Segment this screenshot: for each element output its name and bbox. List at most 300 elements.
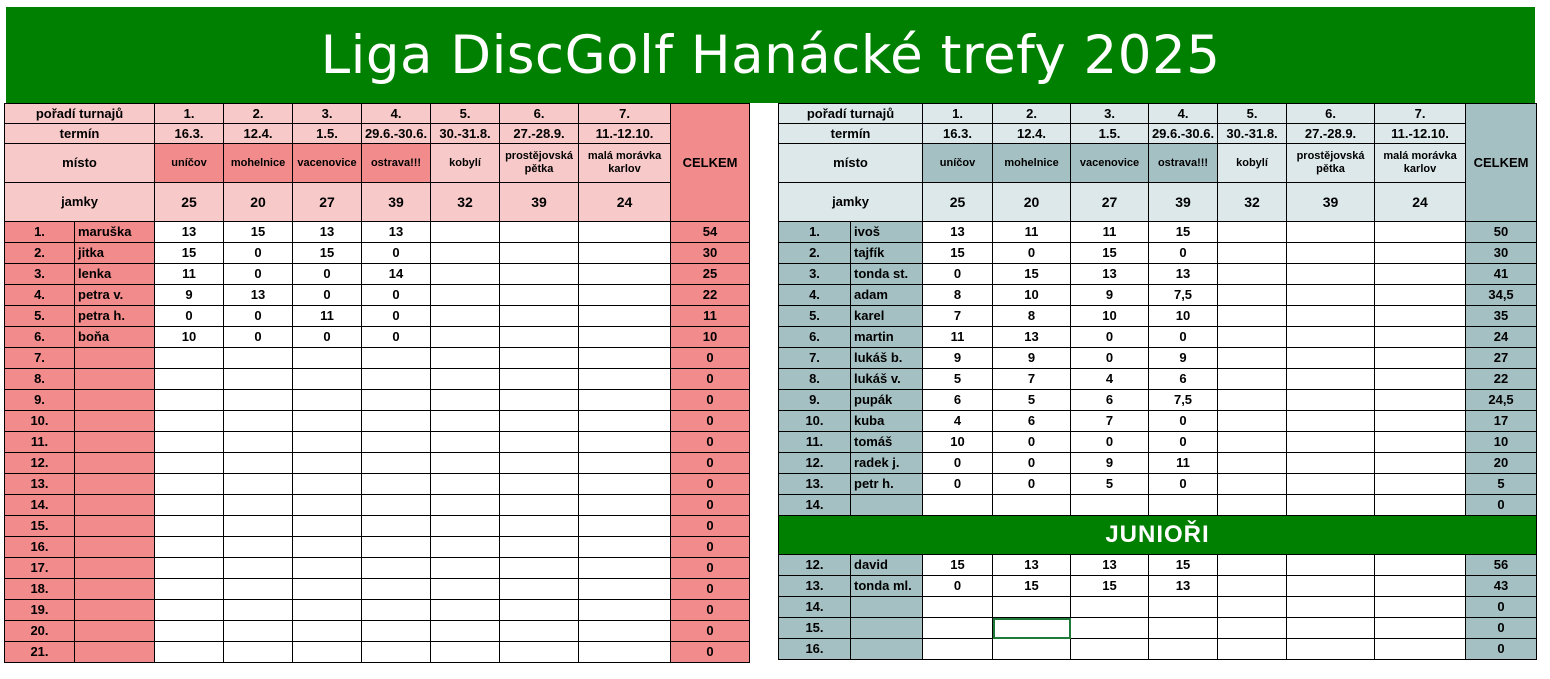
rank-cell[interactable]: 5.: [5, 306, 75, 327]
player-name-cell[interactable]: maruška: [75, 222, 155, 243]
rank-cell[interactable]: 3.: [779, 264, 851, 285]
score-cell[interactable]: [431, 558, 500, 579]
score-cell[interactable]: [1218, 327, 1287, 348]
score-cell[interactable]: 15: [1071, 243, 1149, 264]
score-cell[interactable]: [431, 579, 500, 600]
score-cell[interactable]: [293, 642, 362, 663]
score-cell[interactable]: [579, 642, 671, 663]
rank-cell[interactable]: 13.: [779, 474, 851, 495]
round-date[interactable]: 1.5.: [293, 124, 362, 144]
player-name-cell[interactable]: [75, 348, 155, 369]
score-cell[interactable]: [362, 411, 431, 432]
score-cell[interactable]: [362, 453, 431, 474]
player-name-cell[interactable]: pupák: [851, 390, 923, 411]
score-cell[interactable]: [1287, 618, 1375, 639]
round-place[interactable]: ostrava!!!: [362, 144, 431, 183]
score-cell[interactable]: [224, 642, 293, 663]
place-label[interactable]: místo: [5, 144, 155, 183]
rank-cell[interactable]: 14.: [5, 495, 75, 516]
score-cell[interactable]: [1071, 639, 1149, 660]
score-cell[interactable]: 8: [923, 285, 993, 306]
total-cell[interactable]: 24: [1466, 327, 1537, 348]
score-cell[interactable]: [1375, 474, 1466, 495]
score-cell[interactable]: [155, 432, 224, 453]
rank-cell[interactable]: 8.: [779, 369, 851, 390]
round-number[interactable]: 4.: [1149, 104, 1218, 124]
score-cell[interactable]: [431, 369, 500, 390]
player-name-cell[interactable]: [75, 516, 155, 537]
score-cell[interactable]: [155, 600, 224, 621]
score-cell[interactable]: 0: [293, 285, 362, 306]
score-cell[interactable]: [1287, 285, 1375, 306]
score-cell[interactable]: [579, 285, 671, 306]
score-cell[interactable]: [500, 432, 579, 453]
player-name-cell[interactable]: [75, 621, 155, 642]
score-cell[interactable]: [293, 537, 362, 558]
total-cell[interactable]: 0: [671, 369, 750, 390]
round-holes[interactable]: 27: [293, 183, 362, 222]
score-cell[interactable]: [155, 348, 224, 369]
round-place[interactable]: vacenovice: [1071, 144, 1149, 183]
round-number[interactable]: 5.: [1218, 104, 1287, 124]
score-cell[interactable]: [500, 264, 579, 285]
score-cell[interactable]: [1375, 243, 1466, 264]
player-name-cell[interactable]: jitka: [75, 243, 155, 264]
score-cell[interactable]: [1218, 390, 1287, 411]
score-cell[interactable]: [579, 411, 671, 432]
round-date[interactable]: 11.-12.10.: [579, 124, 671, 144]
rank-cell[interactable]: 16.: [779, 639, 851, 660]
rank-cell[interactable]: 20.: [5, 621, 75, 642]
score-cell[interactable]: [579, 222, 671, 243]
score-cell[interactable]: [1149, 639, 1218, 660]
rank-cell[interactable]: 8.: [5, 369, 75, 390]
score-cell[interactable]: 9: [1071, 285, 1149, 306]
score-cell[interactable]: 9: [1071, 453, 1149, 474]
player-name-cell[interactable]: [851, 639, 923, 660]
round-number[interactable]: 5.: [431, 104, 500, 124]
score-cell[interactable]: [579, 348, 671, 369]
total-cell[interactable]: 0: [671, 348, 750, 369]
score-cell[interactable]: [362, 537, 431, 558]
score-cell[interactable]: [1375, 285, 1466, 306]
score-cell[interactable]: [993, 618, 1071, 639]
score-cell[interactable]: [579, 558, 671, 579]
score-cell[interactable]: [579, 432, 671, 453]
round-date[interactable]: 29.6.-30.6.: [362, 124, 431, 144]
score-cell[interactable]: [224, 495, 293, 516]
rank-cell[interactable]: 14.: [779, 495, 851, 516]
round-date[interactable]: 30.-31.8.: [431, 124, 500, 144]
score-cell[interactable]: [431, 642, 500, 663]
round-number[interactable]: 7.: [1375, 104, 1466, 124]
round-place[interactable]: kobylí: [1218, 144, 1287, 183]
rank-cell[interactable]: 15.: [779, 618, 851, 639]
score-cell[interactable]: [500, 600, 579, 621]
total-cell[interactable]: 50: [1466, 222, 1537, 243]
score-cell[interactable]: 6: [1071, 390, 1149, 411]
score-cell[interactable]: 13: [293, 222, 362, 243]
score-cell[interactable]: [1287, 222, 1375, 243]
score-cell[interactable]: [500, 495, 579, 516]
score-cell[interactable]: [155, 537, 224, 558]
score-cell[interactable]: [579, 264, 671, 285]
round-holes[interactable]: 20: [993, 183, 1071, 222]
score-cell[interactable]: 0: [1149, 327, 1218, 348]
score-cell[interactable]: [293, 579, 362, 600]
score-cell[interactable]: [500, 579, 579, 600]
player-name-cell[interactable]: boňa: [75, 327, 155, 348]
score-cell[interactable]: 9: [993, 348, 1071, 369]
score-cell[interactable]: [1375, 639, 1466, 660]
round-holes[interactable]: 39: [500, 183, 579, 222]
total-cell[interactable]: 0: [671, 600, 750, 621]
score-cell[interactable]: [1287, 306, 1375, 327]
score-cell[interactable]: 4: [1071, 369, 1149, 390]
player-name-cell[interactable]: [75, 579, 155, 600]
score-cell[interactable]: [293, 558, 362, 579]
score-cell[interactable]: [431, 453, 500, 474]
rank-cell[interactable]: 11.: [5, 432, 75, 453]
round-number[interactable]: 2.: [224, 104, 293, 124]
score-cell[interactable]: 6: [1149, 369, 1218, 390]
round-number[interactable]: 1.: [923, 104, 993, 124]
date-label[interactable]: termín: [5, 124, 155, 144]
score-cell[interactable]: [1375, 348, 1466, 369]
score-cell[interactable]: [1218, 243, 1287, 264]
score-cell[interactable]: [224, 453, 293, 474]
round-place[interactable]: mohelnice: [993, 144, 1071, 183]
total-cell[interactable]: 0: [1466, 597, 1537, 618]
score-cell[interactable]: 7,5: [1149, 390, 1218, 411]
total-cell[interactable]: 0: [671, 537, 750, 558]
score-cell[interactable]: 7: [1071, 411, 1149, 432]
total-cell[interactable]: 0: [1466, 618, 1537, 639]
score-cell[interactable]: [993, 495, 1071, 516]
total-cell[interactable]: 41: [1466, 264, 1537, 285]
score-cell[interactable]: [579, 390, 671, 411]
total-cell[interactable]: 0: [671, 579, 750, 600]
score-cell[interactable]: [362, 642, 431, 663]
total-cell[interactable]: 11: [671, 306, 750, 327]
round-place[interactable]: uníčov: [155, 144, 224, 183]
rank-cell[interactable]: 10.: [5, 411, 75, 432]
score-cell[interactable]: 13: [362, 222, 431, 243]
round-place[interactable]: malá morávka karlov: [1375, 144, 1466, 183]
score-cell[interactable]: 11: [1149, 453, 1218, 474]
score-cell[interactable]: [500, 348, 579, 369]
round-date[interactable]: 16.3.: [923, 124, 993, 144]
score-cell[interactable]: [1375, 495, 1466, 516]
total-header[interactable]: CELKEM: [671, 104, 750, 222]
score-cell[interactable]: 0: [993, 432, 1071, 453]
player-name-cell[interactable]: [75, 411, 155, 432]
score-cell[interactable]: [224, 474, 293, 495]
score-cell[interactable]: [431, 474, 500, 495]
round-holes[interactable]: 27: [1071, 183, 1149, 222]
score-cell[interactable]: 13: [1149, 576, 1218, 597]
score-cell[interactable]: [1218, 453, 1287, 474]
score-cell[interactable]: [293, 411, 362, 432]
score-cell[interactable]: 15: [293, 243, 362, 264]
score-cell[interactable]: 13: [1071, 555, 1149, 576]
score-cell[interactable]: [500, 537, 579, 558]
score-cell[interactable]: [1375, 576, 1466, 597]
score-cell[interactable]: 10: [1149, 306, 1218, 327]
round-place[interactable]: vacenovice: [293, 144, 362, 183]
score-cell[interactable]: [362, 495, 431, 516]
player-name-cell[interactable]: [75, 474, 155, 495]
player-name-cell[interactable]: kuba: [851, 411, 923, 432]
score-cell[interactable]: [1149, 618, 1218, 639]
score-cell[interactable]: [579, 516, 671, 537]
score-cell[interactable]: [1218, 285, 1287, 306]
round-holes[interactable]: 39: [1287, 183, 1375, 222]
score-cell[interactable]: 0: [293, 327, 362, 348]
round-place[interactable]: malá morávka karlov: [579, 144, 671, 183]
score-cell[interactable]: [1375, 618, 1466, 639]
rank-cell[interactable]: 18.: [5, 579, 75, 600]
round-number[interactable]: 7.: [579, 104, 671, 124]
total-cell[interactable]: 54: [671, 222, 750, 243]
score-cell[interactable]: 0: [1071, 327, 1149, 348]
rank-cell[interactable]: 2.: [779, 243, 851, 264]
player-name-cell[interactable]: tomáš: [851, 432, 923, 453]
score-cell[interactable]: 0: [923, 264, 993, 285]
score-cell[interactable]: [362, 558, 431, 579]
score-cell[interactable]: [1375, 453, 1466, 474]
score-cell[interactable]: 10: [923, 432, 993, 453]
score-cell[interactable]: [1287, 327, 1375, 348]
player-name-cell[interactable]: lukáš v.: [851, 369, 923, 390]
round-date[interactable]: 1.5.: [1071, 124, 1149, 144]
player-name-cell[interactable]: [75, 558, 155, 579]
score-cell[interactable]: [362, 432, 431, 453]
score-cell[interactable]: [1218, 222, 1287, 243]
score-cell[interactable]: 9: [923, 348, 993, 369]
score-cell[interactable]: [224, 369, 293, 390]
total-cell[interactable]: 0: [671, 474, 750, 495]
score-cell[interactable]: 0: [224, 306, 293, 327]
score-cell[interactable]: [1375, 390, 1466, 411]
round-holes[interactable]: 20: [224, 183, 293, 222]
score-cell[interactable]: 0: [224, 243, 293, 264]
score-cell[interactable]: 14: [362, 264, 431, 285]
score-cell[interactable]: [362, 621, 431, 642]
score-cell[interactable]: 13: [155, 222, 224, 243]
player-name-cell[interactable]: [75, 642, 155, 663]
score-cell[interactable]: [1149, 495, 1218, 516]
score-cell[interactable]: [224, 558, 293, 579]
score-cell[interactable]: [155, 453, 224, 474]
round-place[interactable]: prostějovská pětka: [500, 144, 579, 183]
score-cell[interactable]: [993, 597, 1071, 618]
total-cell[interactable]: 30: [1466, 243, 1537, 264]
score-cell[interactable]: [500, 516, 579, 537]
total-cell[interactable]: 34,5: [1466, 285, 1537, 306]
player-name-cell[interactable]: [75, 600, 155, 621]
score-cell[interactable]: 0: [1071, 432, 1149, 453]
score-cell[interactable]: [224, 579, 293, 600]
round-holes[interactable]: 24: [1375, 183, 1466, 222]
score-cell[interactable]: 11: [923, 327, 993, 348]
round-number[interactable]: 6.: [1287, 104, 1375, 124]
score-cell[interactable]: [923, 618, 993, 639]
score-cell[interactable]: [1218, 411, 1287, 432]
score-cell[interactable]: 0: [923, 474, 993, 495]
rank-cell[interactable]: 19.: [5, 600, 75, 621]
score-cell[interactable]: [431, 516, 500, 537]
score-cell[interactable]: [224, 600, 293, 621]
score-cell[interactable]: 10: [155, 327, 224, 348]
score-cell[interactable]: [579, 306, 671, 327]
score-cell[interactable]: [923, 639, 993, 660]
rank-cell[interactable]: 5.: [779, 306, 851, 327]
score-cell[interactable]: 13: [993, 327, 1071, 348]
score-cell[interactable]: 0: [362, 243, 431, 264]
round-holes[interactable]: 32: [1218, 183, 1287, 222]
round-place[interactable]: ostrava!!!: [1149, 144, 1218, 183]
score-cell[interactable]: 11: [1071, 222, 1149, 243]
score-cell[interactable]: [1375, 555, 1466, 576]
score-cell[interactable]: [1218, 639, 1287, 660]
score-cell[interactable]: 6: [923, 390, 993, 411]
score-cell[interactable]: 0: [993, 243, 1071, 264]
score-cell[interactable]: [1287, 597, 1375, 618]
date-label[interactable]: termín: [779, 124, 923, 144]
score-cell[interactable]: 10: [993, 285, 1071, 306]
total-cell[interactable]: 0: [671, 642, 750, 663]
score-cell[interactable]: [1218, 348, 1287, 369]
score-cell[interactable]: [293, 432, 362, 453]
score-cell[interactable]: 5: [923, 369, 993, 390]
rank-cell[interactable]: 1.: [5, 222, 75, 243]
rank-cell[interactable]: 12.: [779, 453, 851, 474]
rank-cell[interactable]: 4.: [5, 285, 75, 306]
round-place[interactable]: prostějovská pětka: [1287, 144, 1375, 183]
score-cell[interactable]: 15: [1071, 576, 1149, 597]
score-cell[interactable]: 15: [1149, 555, 1218, 576]
score-cell[interactable]: 7: [923, 306, 993, 327]
rank-cell[interactable]: 7.: [5, 348, 75, 369]
score-cell[interactable]: 0: [993, 474, 1071, 495]
score-cell[interactable]: [1287, 348, 1375, 369]
round-date[interactable]: 12.4.: [224, 124, 293, 144]
score-cell[interactable]: [579, 369, 671, 390]
rank-cell[interactable]: 9.: [779, 390, 851, 411]
total-cell[interactable]: 10: [671, 327, 750, 348]
player-name-cell[interactable]: [75, 432, 155, 453]
score-cell[interactable]: [993, 639, 1071, 660]
score-cell[interactable]: [224, 411, 293, 432]
total-cell[interactable]: 0: [671, 558, 750, 579]
score-cell[interactable]: 9: [1149, 348, 1218, 369]
total-cell[interactable]: 0: [671, 516, 750, 537]
player-name-cell[interactable]: lenka: [75, 264, 155, 285]
score-cell[interactable]: [431, 327, 500, 348]
score-cell[interactable]: [431, 285, 500, 306]
score-cell[interactable]: 7: [993, 369, 1071, 390]
player-name-cell[interactable]: [851, 495, 923, 516]
score-cell[interactable]: [155, 369, 224, 390]
score-cell[interactable]: [362, 579, 431, 600]
player-name-cell[interactable]: martin: [851, 327, 923, 348]
score-cell[interactable]: [431, 222, 500, 243]
score-cell[interactable]: [1375, 432, 1466, 453]
score-cell[interactable]: [1375, 597, 1466, 618]
score-cell[interactable]: [1071, 618, 1149, 639]
rank-cell[interactable]: 4.: [779, 285, 851, 306]
score-cell[interactable]: [293, 600, 362, 621]
player-name-cell[interactable]: adam: [851, 285, 923, 306]
player-name-cell[interactable]: [75, 537, 155, 558]
score-cell[interactable]: [1375, 327, 1466, 348]
score-cell[interactable]: 0: [923, 453, 993, 474]
score-cell[interactable]: 0: [923, 576, 993, 597]
rank-cell[interactable]: 13.: [779, 576, 851, 597]
rank-cell[interactable]: 6.: [779, 327, 851, 348]
juniors-label[interactable]: JUNIOŘI: [779, 516, 1537, 555]
score-cell[interactable]: 13: [1071, 264, 1149, 285]
score-cell[interactable]: 13: [224, 285, 293, 306]
score-cell[interactable]: [293, 453, 362, 474]
score-cell[interactable]: [362, 390, 431, 411]
score-cell[interactable]: [500, 621, 579, 642]
score-cell[interactable]: [155, 495, 224, 516]
score-cell[interactable]: [293, 390, 362, 411]
score-cell[interactable]: [431, 537, 500, 558]
total-cell[interactable]: 0: [1466, 495, 1537, 516]
holes-label[interactable]: jamky: [5, 183, 155, 222]
score-cell[interactable]: [1218, 576, 1287, 597]
total-cell[interactable]: 20: [1466, 453, 1537, 474]
round-number[interactable]: 6.: [500, 104, 579, 124]
score-cell[interactable]: [579, 327, 671, 348]
score-cell[interactable]: 11: [993, 222, 1071, 243]
score-cell[interactable]: [500, 369, 579, 390]
score-cell[interactable]: [362, 516, 431, 537]
round-place[interactable]: mohelnice: [224, 144, 293, 183]
score-cell[interactable]: [224, 516, 293, 537]
score-cell[interactable]: [500, 558, 579, 579]
score-cell[interactable]: [224, 621, 293, 642]
score-cell[interactable]: 0: [155, 306, 224, 327]
score-cell[interactable]: [1218, 369, 1287, 390]
score-cell[interactable]: [293, 474, 362, 495]
score-cell[interactable]: [293, 369, 362, 390]
round-date[interactable]: 30.-31.8.: [1218, 124, 1287, 144]
score-cell[interactable]: [923, 597, 993, 618]
total-cell[interactable]: 0: [671, 495, 750, 516]
score-cell[interactable]: 11: [155, 264, 224, 285]
score-cell[interactable]: 0: [993, 453, 1071, 474]
score-cell[interactable]: 0: [293, 264, 362, 285]
score-cell[interactable]: 0: [1149, 474, 1218, 495]
score-cell[interactable]: [1071, 495, 1149, 516]
place-label[interactable]: místo: [779, 144, 923, 183]
rank-cell[interactable]: 2.: [5, 243, 75, 264]
score-cell[interactable]: [362, 369, 431, 390]
score-cell[interactable]: [1218, 555, 1287, 576]
round-number[interactable]: 1.: [155, 104, 224, 124]
score-cell[interactable]: [1375, 264, 1466, 285]
score-cell[interactable]: [923, 495, 993, 516]
rank-cell[interactable]: 11.: [779, 432, 851, 453]
round-place[interactable]: kobylí: [431, 144, 500, 183]
score-cell[interactable]: 4: [923, 411, 993, 432]
rank-cell[interactable]: 21.: [5, 642, 75, 663]
total-cell[interactable]: 10: [1466, 432, 1537, 453]
